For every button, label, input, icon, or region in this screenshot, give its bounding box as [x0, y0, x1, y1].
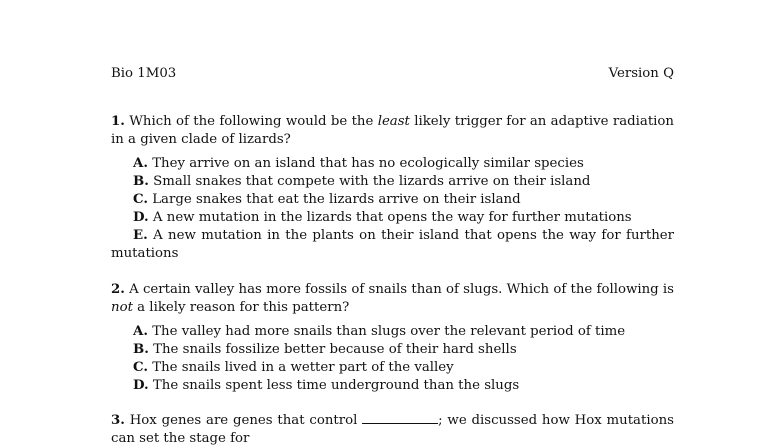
answer-option: [111, 341, 674, 359]
answer-option: [111, 227, 674, 263]
question-number: 2.: [111, 282, 125, 297]
answer-option: [111, 323, 674, 341]
option-text: A new mutation in the plants on their island that opens the way for further mutations: [111, 228, 674, 261]
option-text: A new mutation in the lizards that opens the way for further mutations: [152, 210, 632, 225]
option-label: A.: [133, 156, 148, 171]
option-text: The snails lived in a wetter part of the valley: [152, 360, 454, 375]
answer-options: [111, 323, 674, 395]
option-label: D.: [133, 378, 149, 393]
stem-emphasis: least: [377, 114, 410, 129]
question-3: [111, 411, 674, 448]
answer-options: [111, 155, 674, 263]
stem-text: a likely reason for this pattern?: [137, 300, 350, 315]
answer-option: [111, 191, 674, 209]
option-text: The snails fossilize better because of their hard shells: [153, 342, 517, 357]
option-text: Large snakes that eat the lizards arrive on their island: [152, 192, 521, 207]
exam-version: Version Q: [608, 66, 674, 81]
option-text: The snails spent less time underground than the slugs: [152, 378, 520, 393]
stem-text: likely trigger for an adaptive radiation in a given clade of lizards?: [111, 114, 674, 147]
option-text: The valley had more snails than slugs over the relevant period of time: [152, 324, 626, 339]
option-label: B.: [133, 174, 149, 189]
exam-page: [111, 0, 674, 446]
option-label: E.: [133, 228, 148, 243]
stem-emphasis: not: [111, 300, 133, 315]
option-label: C.: [133, 192, 148, 207]
option-text: Small snakes that compete with the lizards arrive on their island: [153, 174, 591, 189]
option-label: D.: [133, 210, 149, 225]
question-number: 3.: [111, 413, 125, 428]
answer-blank: [362, 411, 438, 424]
answer-option: [111, 377, 674, 395]
answer-option: [111, 155, 674, 173]
option-label: C.: [133, 360, 148, 375]
question-2: [111, 281, 674, 395]
option-text: They arrive on an island that has no ecologically similar species: [152, 156, 584, 171]
course-code: Bio 1M03: [111, 66, 177, 81]
stem-text: Hox genes are genes that control: [129, 413, 358, 428]
stem-text: A certain valley has more fossils of snails than of slugs. Which of the following is: [129, 282, 674, 297]
answer-option: [111, 359, 674, 377]
option-label: A.: [133, 324, 148, 339]
stem-text: Which of the following would be the: [129, 114, 374, 129]
answer-option: [111, 209, 674, 227]
question-1: [111, 113, 674, 263]
question-number: 1.: [111, 114, 125, 129]
question-stem: [111, 113, 674, 149]
question-stem: [111, 281, 674, 317]
question-stem: [111, 411, 674, 448]
answer-option: [111, 173, 674, 191]
stem-text: ; we discussed how Hox mutations can set the stage for: [111, 413, 674, 446]
option-label: B.: [133, 342, 149, 357]
